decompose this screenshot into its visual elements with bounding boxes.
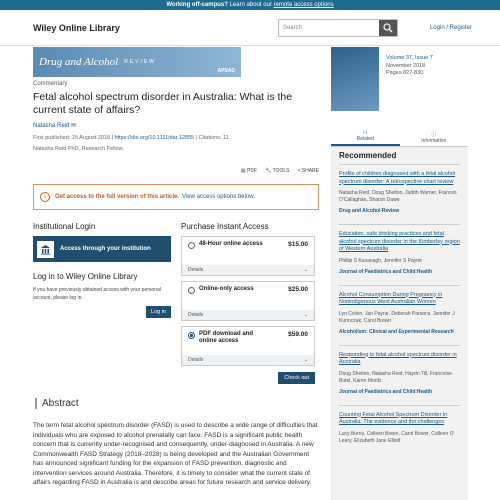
sidebar-tabs: [331, 125, 468, 147]
network-icon: ⚇: [363, 130, 368, 136]
author-affiliation: Natasha Reid PhD, Research Fellow,: [33, 146, 124, 152]
purchase-option-48h[interactable]: 48-Hour online access $15.00 Details ⌄: [181, 236, 315, 276]
view-access-options-link[interactable]: View access options below.: [182, 194, 255, 200]
details-toggle[interactable]: Details ⌄: [182, 265, 314, 275]
publisher-logo: APSAD: [217, 68, 235, 74]
login-register-link[interactable]: Login / Register: [429, 24, 472, 31]
radio-48h[interactable]: [188, 242, 195, 249]
login-button[interactable]: Log in: [146, 306, 171, 318]
institutional-login-heading: Institutional Login: [33, 222, 96, 231]
pdf-icon: ▤: [240, 168, 246, 174]
chevron-down-icon: ⌄: [303, 312, 308, 318]
abstract-text: The term fetal alcohol spectrum disorder (FASD) is used to describe a wide range of difficulties that individuals who are exposed to alcohol prenatally can face. FASD is a significant public health concern that is currently under-recognised and consequently, under-diagnosed in Australia. A new Commonwealth FASD Strategy (2018–2028) is being developed and the Australian Government has announced significant funding for the expansion of FASD prevention, diagnostic and intervention services around Australia. Therefore, it is timely to consider what the current state of affairs regarding FASD in Australia is and describe areas for future research and service delivery.: [33, 422, 318, 486]
site-logo[interactable]: Wiley Online Library: [33, 22, 120, 33]
chevron-down-icon: ⌄: [303, 267, 308, 273]
institution-access-button[interactable]: Access through your institution: [33, 236, 171, 262]
purchase-column: [181, 222, 315, 384]
wiley-login-text: If you have previously obtained access with your personal account, please log in.: [33, 287, 161, 301]
radio-online[interactable]: [188, 287, 195, 294]
journal-banner[interactable]: [33, 47, 241, 77]
abstract-heading: Abstract: [35, 398, 319, 409]
doi-link[interactable]: https://doi.org/10.1111/dar.12855: [114, 135, 195, 141]
pdf-button[interactable]: ▤ PDF: [240, 168, 258, 174]
wiley-login-heading: Log in to Wiley Online Library: [33, 272, 138, 281]
article-main: [33, 47, 319, 384]
author-link[interactable]: Natasha Reid ✉: [33, 123, 77, 129]
list-item: Profile of children diagnosed with a fetal alcohol spectrum disorder: A retrospective chart review Natasha Reid, Doug Shelton, Judith Warner, Frances O'Callaghan, Sharon Dawe Drug and Alcohol Review: [339, 164, 460, 220]
site-header: [0, 10, 500, 46]
info-icon: ⓘ: [431, 132, 437, 138]
share-button[interactable]: < SHARE: [297, 168, 319, 174]
list-item: Education, safe drinking practices and fetal alcohol spectrum disorder in the Kimberley region of Western Australia Phillip S Kavanagh, Jennifer S Payne Journal of Paediatrics and Child Health: [339, 224, 460, 281]
list-item: Counting Fetal Alcohol Spectrum Disorder in Australia: The evidence and the challenges Lucy Burns, Colleen Breen, Carol Bower, Colleen O' Leary, Elizabeth Jane Elliott: [339, 405, 460, 451]
issue-info: Volume 37, Issue 7 November 2018 Pages 827-830: [386, 55, 433, 76]
search-input[interactable]: Search: [282, 24, 302, 31]
purchase-heading: Purchase Instant Access: [181, 222, 269, 231]
list-item: Responding to fetal alcohol spectrum disorder in Australia Doug Shelton, Natasha Reid, Haydn Till, Francoise Butel, Karen Moritz Journal of Paediatrics and Child Health: [339, 345, 460, 401]
recommended-heading: Recommended: [339, 151, 397, 160]
login-column: [33, 222, 171, 384]
chevron-down-icon: ⌄: [303, 357, 308, 363]
top-banner: Working off-campus? Learn about our remote access options: [0, 0, 500, 10]
details-toggle[interactable]: Details ⌄: [182, 310, 314, 320]
abstract-section: [33, 398, 319, 488]
issue-link[interactable]: Volume 37, Issue 7: [386, 55, 433, 61]
search-box: [278, 19, 398, 37]
email-icon: ✉: [71, 123, 77, 129]
checkout-button[interactable]: Check out: [278, 372, 315, 384]
journal-cover[interactable]: [331, 47, 379, 111]
search-icon: [383, 23, 393, 33]
details-toggle[interactable]: Details ⌄: [182, 355, 314, 365]
purchase-option-pdf[interactable]: PDF download and online access $59.00 Details ⌄: [181, 326, 315, 366]
tab-related[interactable]: ⚇ Related: [331, 125, 400, 146]
article-title: Fetal alcohol spectrum disorder in Australia: What is the current state of affairs?: [33, 91, 293, 116]
access-notice: i Get access to the full version of this article. View access options below.: [33, 184, 319, 210]
sidebar: [331, 47, 468, 500]
purchase-option-online[interactable]: Online-only access $25.00 Details ⌄: [181, 281, 315, 321]
list-item: Alcohol Consumption During Pregnancy in Nonindigenous West Australian Women Lyn Colvin, Jan Payne, Deborah Parsons, Jennifer J Kurinczuk, Carol Bower Alcoholism: Clinical and Experimental Research: [339, 285, 460, 341]
tab-information[interactable]: ⓘ Information: [421, 132, 447, 144]
share-icon: <: [297, 168, 301, 174]
journal-name: Drug and Alcohol: [39, 56, 119, 68]
tools-button[interactable]: 🔧 TOOLS: [265, 168, 290, 174]
wrench-icon: 🔧: [265, 168, 272, 174]
institution-icon: [37, 241, 54, 258]
journal-review: REVIEW: [124, 59, 156, 65]
publication-info: First published: 15 August 2018 | https://doi.org/10.1111/dar.12855 | Citations: 11: [33, 135, 229, 141]
article-tools: [33, 168, 319, 174]
recommended-panel: [331, 147, 468, 500]
info-icon: i: [40, 192, 50, 202]
search-button[interactable]: [379, 20, 397, 36]
remote-access-link[interactable]: remote access options: [273, 2, 334, 8]
radio-pdf[interactable]: [188, 332, 195, 339]
article-category: Commentary: [33, 81, 68, 87]
